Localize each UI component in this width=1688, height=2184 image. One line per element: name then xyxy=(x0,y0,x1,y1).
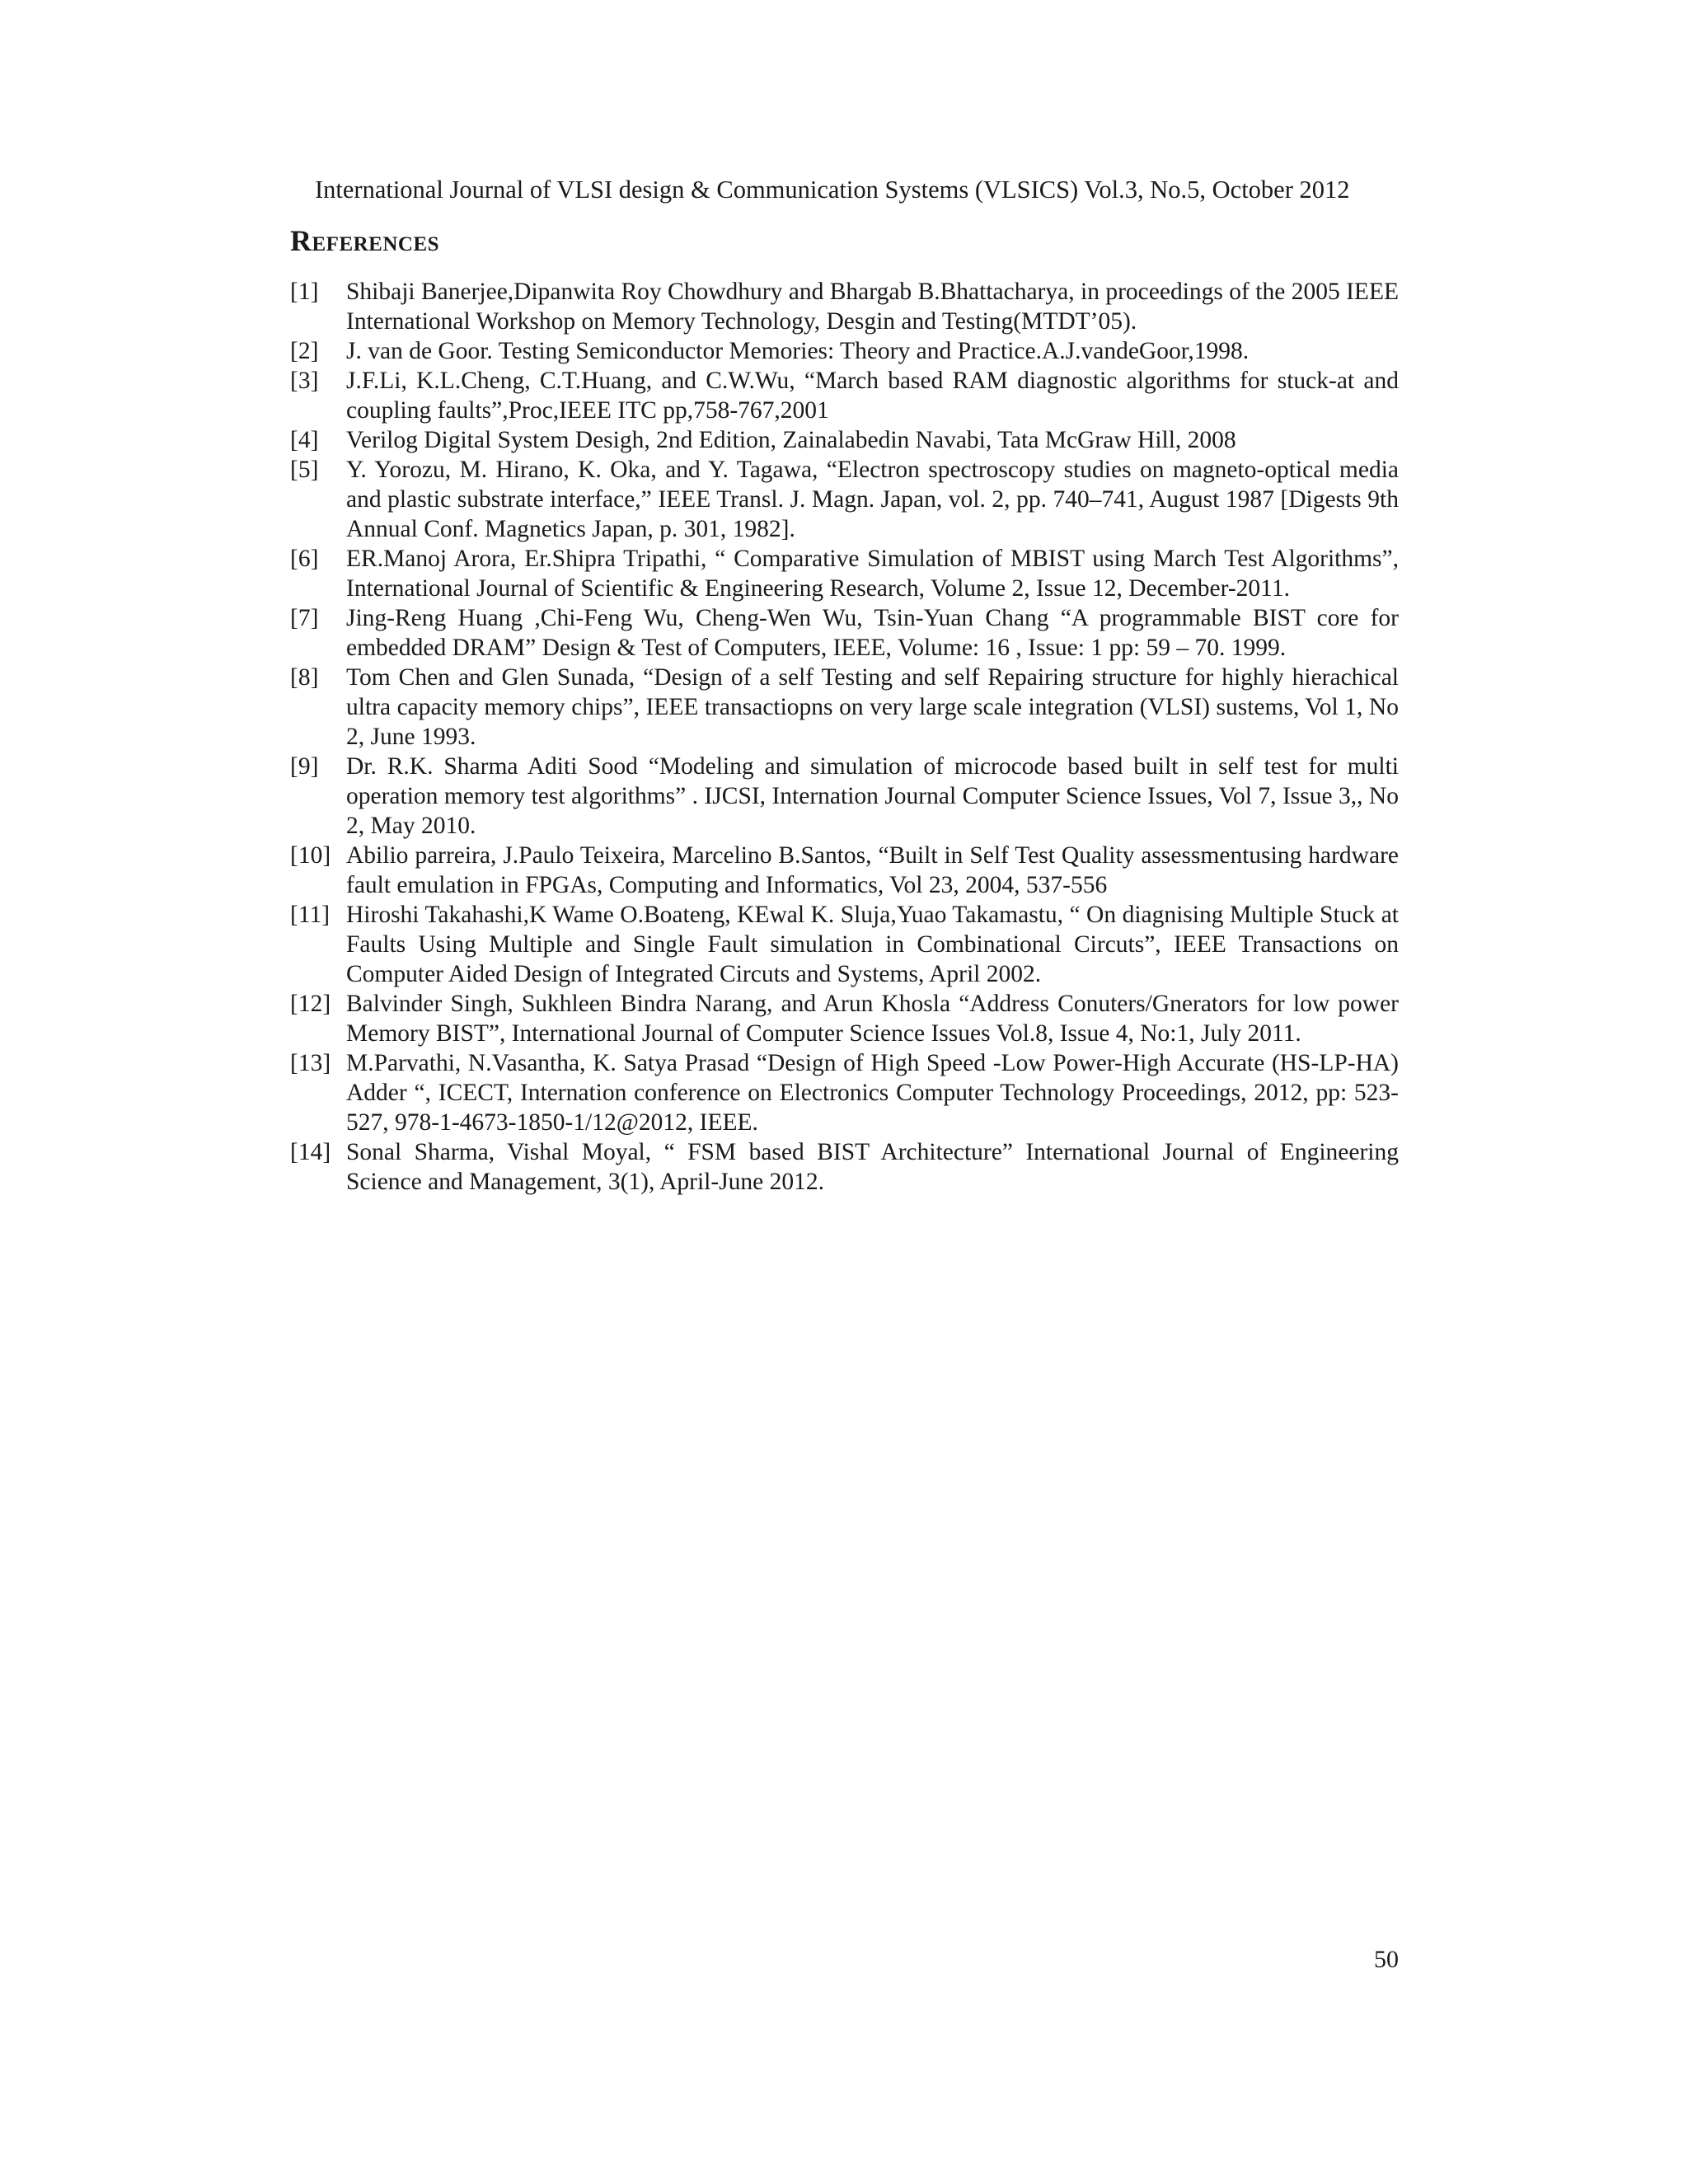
reference-number: [13] xyxy=(290,1050,331,1076)
reference-number: [11] xyxy=(290,902,331,928)
reference-item-9 xyxy=(290,752,1399,841)
reference-text: Hiroshi Takahashi,K Wame O.Boateng, KEwal K. Sluja,Yuao Takamastu, “ On diagnising Multiple Stuck at Faults Using Multiple and Single Fault simulation in Combinational Circuts”, IEEE Transactions on Computer Aided Design of Integrated Circuts and Systems, April 2002. xyxy=(346,902,1399,987)
reference-text: Abilio parreira, J.Paulo Teixeira, Marcelino B.Santos, “Built in Self Test Quality assessmentusing hardware fault emulation in FPGAs, Computing and Informatics, Vol 23, 2004, 537-556 xyxy=(346,842,1399,898)
reference-number: [10] xyxy=(290,842,331,869)
reference-text: J. van de Goor. Testing Semiconductor Memories: Theory and Practice.A.J.vandeGoor,1998. xyxy=(346,338,1250,364)
reference-text: Balvinder Singh, Sukhleen Bindra Narang, and Arun Khosla “Address Conuters/Gnerators for low power Memory BIST”, International Journal of Computer Science Issues Vol.8, Issue 4, No:1, July 2011. xyxy=(346,991,1399,1047)
reference-text: Y. Yorozu, M. Hirano, K. Oka, and Y. Tagawa, “Electron spectroscopy studies on magneto-optical media and plastic substrate interface,” IEEE Transl. J. Magn. Japan, vol. 2, pp. 740–741, August 1987 [Digests 9th Annual Conf. Magnetics Japan, p. 301, 1982]. xyxy=(346,457,1399,542)
reference-item-7 xyxy=(290,603,1399,663)
reference-text: ER.Manoj Arora, Er.Shipra Tripathi, “ Comparative Simulation of MBIST using March Test Algorithms”, International Journal of Scientific & Engineering Research, Volume 2, Issue 12, December-2011. xyxy=(346,546,1399,602)
reference-number: [8] xyxy=(290,664,319,691)
reference-text: Shibaji Banerjee,Dipanwita Roy Chowdhury and Bhargab B.Bhattacharya, in proceedings of the 2005 IEEE International Workshop on Memory Technology, Desgin and Testing(MTDT’05). xyxy=(346,279,1399,335)
reference-text: Tom Chen and Glen Sunada, “Design of a self Testing and self Repairing structure for highly hierachical ultra capacity memory chips”, IEEE transactiopns on very large scale integration (VLSI) sustems, Vol 1, No 2, June 1993. xyxy=(346,664,1399,750)
reference-item-5 xyxy=(290,455,1399,544)
reference-item-2 xyxy=(290,336,1399,366)
reference-number: [2] xyxy=(290,338,319,364)
reference-number: [1] xyxy=(290,279,319,305)
running-header: International Journal of VLSI design & Communication Systems (VLSICS) Vol.3, No.5, October 2012 xyxy=(315,176,1350,204)
reference-text: Jing-Reng Huang ,Chi-Feng Wu, Cheng-Wen Wu, Tsin-Yuan Chang “A programmable BIST core for embedded DRAM” Design & Test of Computers, IEEE, Volume: 16 , Issue: 1 pp: 59 – 70. 1999. xyxy=(346,605,1399,661)
reference-item-8 xyxy=(290,663,1399,752)
reference-item-3 xyxy=(290,366,1399,425)
reference-number: [6] xyxy=(290,546,319,572)
reference-text: Dr. R.K. Sharma Aditi Sood “Modeling and simulation of microcode based built in self test for multi operation memory test algorithms” . IJCSI, Internation Journal Computer Science Issues, Vol 7, Issue 3,, No 2, May 2010. xyxy=(346,753,1399,839)
reference-number: [3] xyxy=(290,368,319,394)
reference-item-12 xyxy=(290,989,1399,1048)
reference-item-13 xyxy=(290,1048,1399,1137)
reference-number: [12] xyxy=(290,991,331,1017)
reference-item-14 xyxy=(290,1137,1399,1197)
reference-list xyxy=(290,277,1399,1197)
reference-number: [5] xyxy=(290,457,319,483)
reference-item-1 xyxy=(290,277,1399,336)
reference-text: J.F.Li, K.L.Cheng, C.T.Huang, and C.W.Wu, “March based RAM diagnostic algorithms for stuck-at and coupling faults”,Proc,IEEE ITC pp,758-767,2001 xyxy=(346,368,1399,424)
reference-text: Sonal Sharma, Vishal Moyal, “ FSM based BIST Architecture” International Journal of Engineering Science and Management, 3(1), April-June 2012. xyxy=(346,1139,1399,1195)
reference-item-11 xyxy=(290,900,1399,989)
reference-text: M.Parvathi, N.Vasantha, K. Satya Prasad “Design of High Speed -Low Power-High Accurate (HS-LP-HA) Adder “, ICECT, Internation conference on Electronics Computer Technology Proceedings, 2012, pp: 523-527, 978-1-4673-1850-1/12@2012, IEEE. xyxy=(346,1050,1399,1136)
reference-number: [9] xyxy=(290,753,319,780)
section-heading-references: References xyxy=(290,224,440,257)
reference-item-6 xyxy=(290,544,1399,603)
reference-number: [7] xyxy=(290,605,319,631)
reference-text: Verilog Digital System Desigh, 2nd Edition, Zainalabedin Navabi, Tata McGraw Hill, 2008 xyxy=(346,427,1236,453)
reference-item-10 xyxy=(290,841,1399,900)
reference-number: [4] xyxy=(290,427,319,453)
page-number: 50 xyxy=(1374,1946,1399,1973)
reference-item-4 xyxy=(290,425,1399,455)
reference-number: [14] xyxy=(290,1139,331,1165)
